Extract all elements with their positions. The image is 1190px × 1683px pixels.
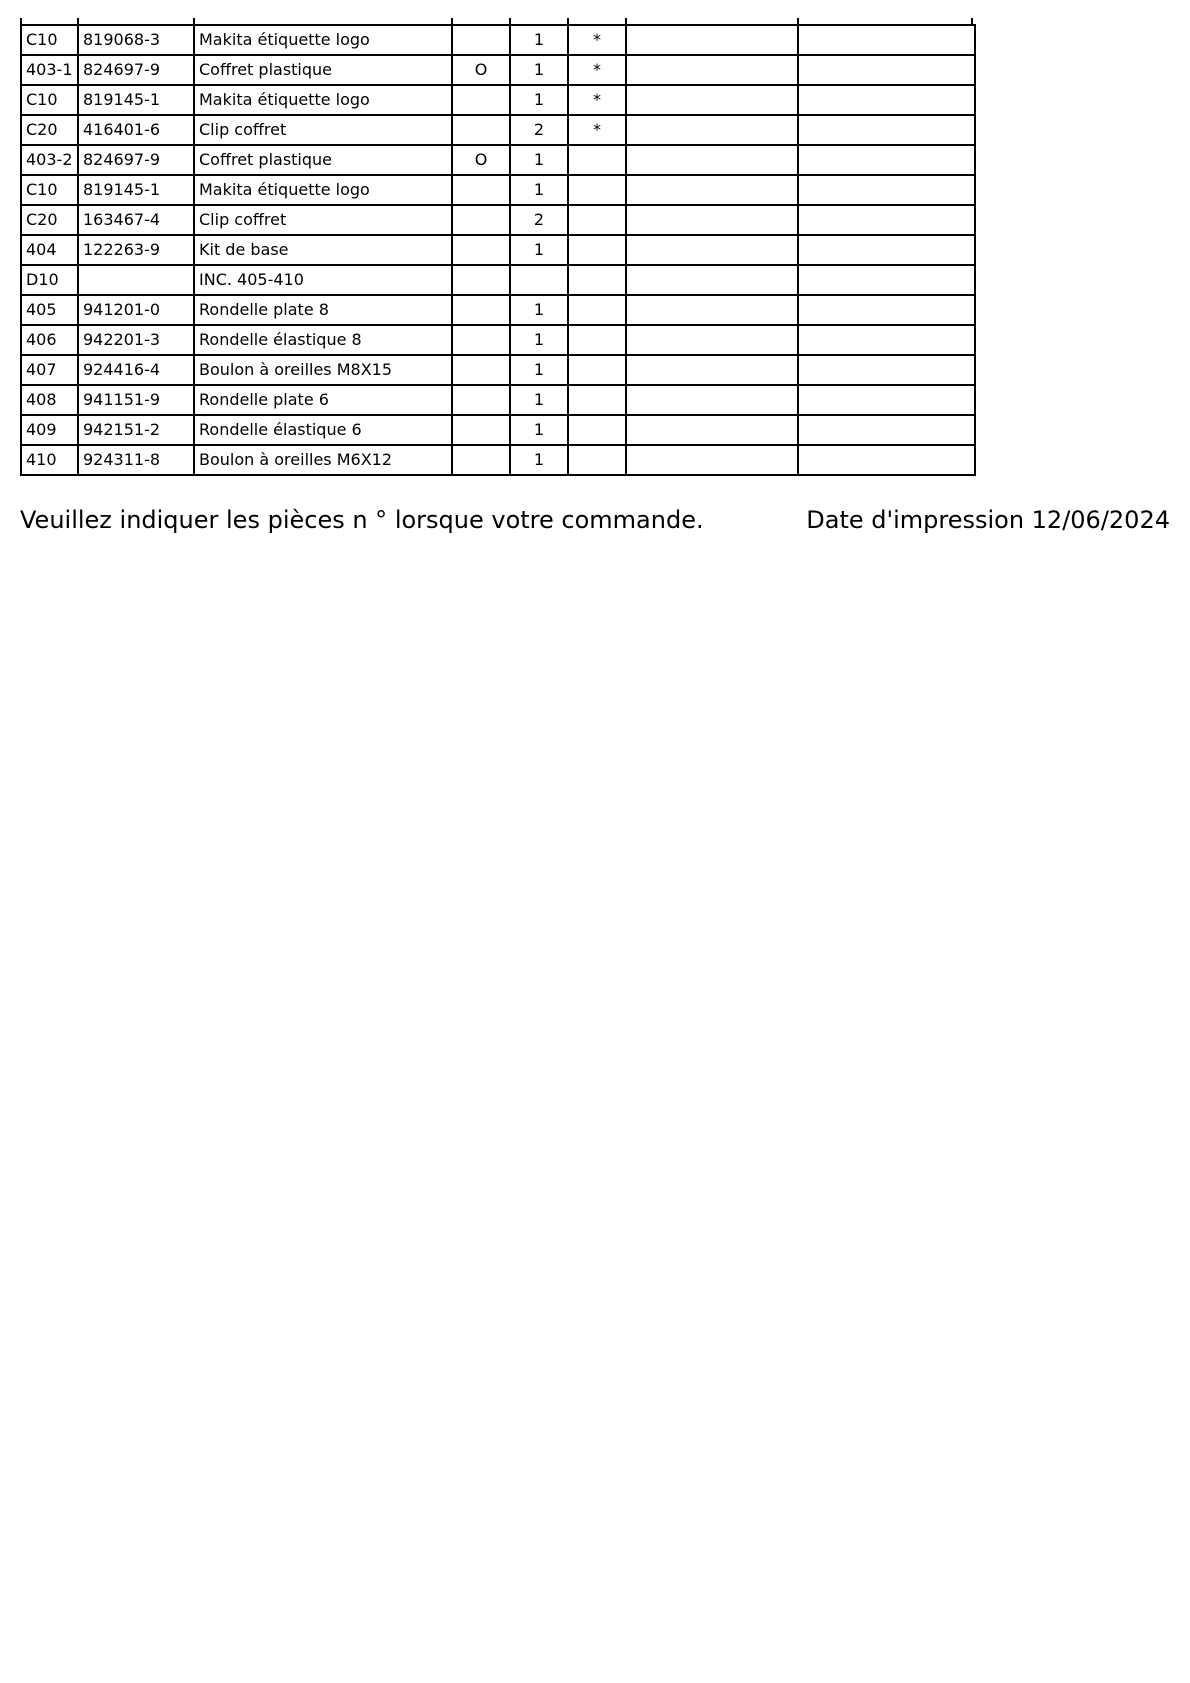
part-number-cell: 824697-9 bbox=[78, 145, 194, 175]
ref-no-cell: D10 bbox=[21, 265, 78, 295]
note-mark-cell bbox=[568, 415, 626, 445]
blank-cell bbox=[626, 445, 798, 475]
blank-cell bbox=[798, 115, 975, 145]
description-cell: Rondelle plate 6 bbox=[194, 385, 452, 415]
ref-no-cell: 407 bbox=[21, 355, 78, 385]
note-mark-cell bbox=[568, 445, 626, 475]
quantity-cell: 1 bbox=[510, 55, 568, 85]
blank-cell bbox=[798, 445, 975, 475]
option-cell bbox=[452, 385, 510, 415]
description-cell: Kit de base bbox=[194, 235, 452, 265]
quantity-cell: 2 bbox=[510, 205, 568, 235]
blank-cell bbox=[626, 145, 798, 175]
option-cell bbox=[452, 235, 510, 265]
blank-cell bbox=[798, 355, 975, 385]
parts-table bbox=[20, 24, 976, 476]
ref-no-cell: C10 bbox=[21, 85, 78, 115]
quantity-cell: 1 bbox=[510, 415, 568, 445]
note-mark-cell: * bbox=[568, 25, 626, 55]
part-number-cell: 819145-1 bbox=[78, 85, 194, 115]
description-cell: Boulon à oreilles M6X12 bbox=[194, 445, 452, 475]
note-mark-cell bbox=[568, 205, 626, 235]
ref-no-cell: 405 bbox=[21, 295, 78, 325]
part-number-cell: 924416-4 bbox=[78, 355, 194, 385]
quantity-cell bbox=[510, 265, 568, 295]
description-cell: Clip coffret bbox=[194, 205, 452, 235]
part-number-cell: 942151-2 bbox=[78, 415, 194, 445]
blank-cell bbox=[626, 415, 798, 445]
blank-cell bbox=[626, 355, 798, 385]
part-number-cell: 924311-8 bbox=[78, 445, 194, 475]
table-row bbox=[21, 415, 975, 445]
option-cell bbox=[452, 175, 510, 205]
table-row bbox=[21, 265, 975, 295]
part-number-cell: 163467-4 bbox=[78, 205, 194, 235]
table-row bbox=[21, 235, 975, 265]
option-cell bbox=[452, 355, 510, 385]
blank-cell bbox=[798, 385, 975, 415]
ref-no-cell: 410 bbox=[21, 445, 78, 475]
option-cell bbox=[452, 85, 510, 115]
option-cell bbox=[452, 445, 510, 475]
blank-cell bbox=[626, 295, 798, 325]
blank-cell bbox=[798, 415, 975, 445]
note-mark-cell bbox=[568, 265, 626, 295]
table-row bbox=[21, 445, 975, 475]
option-cell bbox=[452, 265, 510, 295]
description-cell: Coffret plastique bbox=[194, 55, 452, 85]
description-cell: Rondelle élastique 8 bbox=[194, 325, 452, 355]
ref-no-cell: 406 bbox=[21, 325, 78, 355]
ref-no-cell: C20 bbox=[21, 205, 78, 235]
blank-cell bbox=[798, 325, 975, 355]
quantity-cell: 1 bbox=[510, 445, 568, 475]
order-instruction-note: Veuillez indiquer les pièces n ° lorsque votre commande. bbox=[20, 506, 704, 534]
table-row bbox=[21, 175, 975, 205]
note-mark-cell: * bbox=[568, 55, 626, 85]
description-cell: INC. 405-410 bbox=[194, 265, 452, 295]
quantity-cell: 1 bbox=[510, 385, 568, 415]
ref-no-cell: 409 bbox=[21, 415, 78, 445]
blank-cell bbox=[798, 205, 975, 235]
quantity-cell: 2 bbox=[510, 115, 568, 145]
ref-no-cell: 404 bbox=[21, 235, 78, 265]
option-cell bbox=[452, 325, 510, 355]
quantity-cell: 1 bbox=[510, 145, 568, 175]
part-number-cell: 819068-3 bbox=[78, 25, 194, 55]
table-row bbox=[21, 325, 975, 355]
description-cell: Rondelle élastique 6 bbox=[194, 415, 452, 445]
option-cell bbox=[452, 115, 510, 145]
note-mark-cell bbox=[568, 175, 626, 205]
blank-cell bbox=[626, 25, 798, 55]
blank-cell bbox=[798, 175, 975, 205]
description-cell: Makita étiquette logo bbox=[194, 25, 452, 55]
description-cell: Makita étiquette logo bbox=[194, 85, 452, 115]
description-cell: Boulon à oreilles M8X15 bbox=[194, 355, 452, 385]
part-number-cell bbox=[78, 265, 194, 295]
table-row bbox=[21, 205, 975, 235]
table-row bbox=[21, 355, 975, 385]
quantity-cell: 1 bbox=[510, 325, 568, 355]
quantity-cell: 1 bbox=[510, 175, 568, 205]
quantity-cell: 1 bbox=[510, 25, 568, 55]
blank-cell bbox=[626, 265, 798, 295]
blank-cell bbox=[626, 175, 798, 205]
quantity-cell: 1 bbox=[510, 235, 568, 265]
blank-cell bbox=[626, 115, 798, 145]
description-cell: Rondelle plate 8 bbox=[194, 295, 452, 325]
blank-cell bbox=[626, 235, 798, 265]
part-number-cell: 122263-9 bbox=[78, 235, 194, 265]
option-cell: O bbox=[452, 145, 510, 175]
note-mark-cell bbox=[568, 235, 626, 265]
print-date: Date d'impression 12/06/2024 bbox=[806, 506, 1170, 534]
blank-cell bbox=[626, 325, 798, 355]
table-row bbox=[21, 115, 975, 145]
option-cell: O bbox=[452, 55, 510, 85]
part-number-cell: 416401-6 bbox=[78, 115, 194, 145]
blank-cell bbox=[626, 85, 798, 115]
blank-cell bbox=[626, 385, 798, 415]
table-row bbox=[21, 85, 975, 115]
option-cell bbox=[452, 415, 510, 445]
part-number-cell: 819145-1 bbox=[78, 175, 194, 205]
blank-cell bbox=[798, 295, 975, 325]
part-number-cell: 824697-9 bbox=[78, 55, 194, 85]
description-cell: Clip coffret bbox=[194, 115, 452, 145]
table-row bbox=[21, 145, 975, 175]
blank-cell bbox=[798, 25, 975, 55]
note-mark-cell: * bbox=[568, 115, 626, 145]
note-mark-cell: * bbox=[568, 85, 626, 115]
parts-table-body bbox=[21, 25, 975, 475]
ref-no-cell: 408 bbox=[21, 385, 78, 415]
note-mark-cell bbox=[568, 295, 626, 325]
quantity-cell: 1 bbox=[510, 85, 568, 115]
table-row bbox=[21, 55, 975, 85]
note-mark-cell bbox=[568, 325, 626, 355]
ref-no-cell: C10 bbox=[21, 25, 78, 55]
option-cell bbox=[452, 25, 510, 55]
blank-cell bbox=[626, 55, 798, 85]
blank-cell bbox=[798, 235, 975, 265]
quantity-cell: 1 bbox=[510, 295, 568, 325]
note-mark-cell bbox=[568, 355, 626, 385]
ref-no-cell: 403-2 bbox=[21, 145, 78, 175]
description-cell: Coffret plastique bbox=[194, 145, 452, 175]
note-mark-cell bbox=[568, 145, 626, 175]
table-row bbox=[21, 385, 975, 415]
blank-cell bbox=[798, 85, 975, 115]
part-number-cell: 941151-9 bbox=[78, 385, 194, 415]
option-cell bbox=[452, 205, 510, 235]
option-cell bbox=[452, 295, 510, 325]
description-cell: Makita étiquette logo bbox=[194, 175, 452, 205]
part-number-cell: 942201-3 bbox=[78, 325, 194, 355]
ref-no-cell: C10 bbox=[21, 175, 78, 205]
blank-cell bbox=[798, 145, 975, 175]
blank-cell bbox=[626, 205, 798, 235]
ref-no-cell: C20 bbox=[21, 115, 78, 145]
quantity-cell: 1 bbox=[510, 355, 568, 385]
blank-cell bbox=[798, 265, 975, 295]
part-number-cell: 941201-0 bbox=[78, 295, 194, 325]
ref-no-cell: 403-1 bbox=[21, 55, 78, 85]
table-row bbox=[21, 295, 975, 325]
note-mark-cell bbox=[568, 385, 626, 415]
blank-cell bbox=[798, 55, 975, 85]
table-row bbox=[21, 25, 975, 55]
